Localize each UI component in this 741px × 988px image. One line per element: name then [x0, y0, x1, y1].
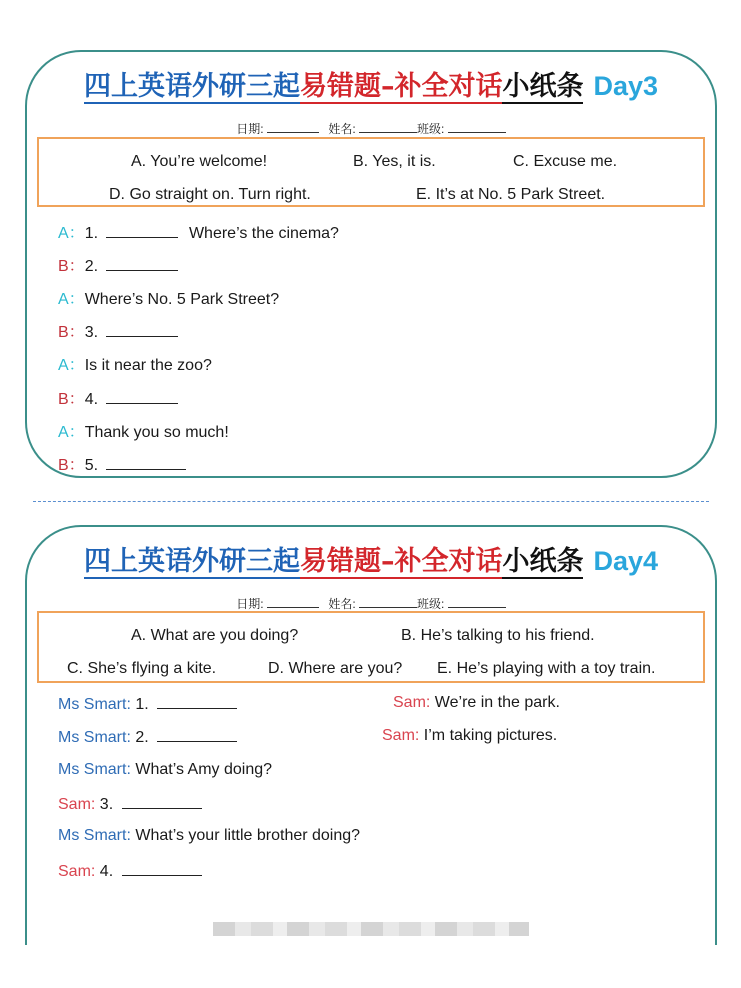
speaker-sam: Sam:	[58, 796, 96, 813]
speaker-b: B：	[58, 324, 85, 341]
line-text: Is it near the zoo?	[84, 357, 212, 374]
worksheet-day3	[25, 50, 717, 478]
option-c: C. She’s flying a kite.	[67, 660, 217, 677]
answer-blank-2[interactable]	[106, 256, 178, 271]
line-text-after: Where’s the cinema?	[188, 225, 339, 242]
options-box	[37, 137, 705, 207]
options-box	[37, 611, 705, 683]
class-label: 班级:	[417, 122, 445, 136]
speaker-a: A：	[58, 357, 85, 374]
blurred-watermark	[213, 922, 529, 936]
name-label: 姓名:	[328, 597, 356, 611]
answer-blank-4[interactable]	[122, 861, 202, 876]
name-blank[interactable]	[359, 121, 417, 133]
title-topic: 易错题–补全对话	[299, 71, 503, 102]
info-line	[27, 595, 715, 612]
answer-blank-4[interactable]	[106, 389, 178, 404]
dialogue-line	[58, 452, 186, 475]
option-e: E. He’s playing with a toy train.	[437, 660, 656, 677]
class-blank[interactable]	[448, 121, 506, 133]
speaker-ms-smart: Ms Smart:	[58, 827, 131, 844]
line-text: 3.	[99, 796, 114, 813]
speaker-sam: Sam:	[393, 694, 431, 711]
line-text: 2.	[84, 258, 99, 275]
answer-blank-2[interactable]	[157, 727, 237, 742]
class-blank[interactable]	[448, 596, 506, 608]
dialogue-line	[58, 727, 237, 747]
speaker-sam: Sam:	[58, 863, 96, 880]
line-text: 4.	[84, 391, 99, 408]
dialogue-line	[58, 861, 202, 881]
title-day: Day3	[593, 71, 659, 101]
dialogue-line	[58, 827, 360, 845]
speaker-a: A：	[58, 424, 85, 441]
line-text: What’s Amy doing?	[135, 761, 273, 778]
date-blank[interactable]	[267, 121, 319, 133]
title-topic: 易错题–补全对话	[299, 546, 503, 577]
speaker-b: B：	[58, 258, 85, 275]
class-label: 班级:	[417, 597, 445, 611]
line-text: 5.	[84, 457, 99, 474]
line-text: 3.	[84, 324, 99, 341]
dialogue-line	[393, 694, 560, 712]
cut-line-divider	[33, 501, 709, 502]
answer-blank-1[interactable]	[106, 223, 178, 238]
answer-blank-3[interactable]	[106, 322, 178, 337]
name-label: 姓名:	[328, 122, 356, 136]
dialogue-line	[58, 253, 178, 276]
option-d: D. Where are you?	[268, 660, 403, 677]
dialogue-line	[58, 286, 279, 309]
dialogue-line	[58, 352, 212, 375]
speaker-sam: Sam:	[382, 727, 420, 744]
option-d: D. Go straight on. Turn right.	[109, 186, 311, 203]
dialogue-line	[58, 220, 339, 243]
date-label: 日期:	[236, 122, 264, 136]
worksheet-title	[27, 64, 715, 103]
option-e: E. It’s at No. 5 Park Street.	[416, 186, 606, 203]
option-a: A. You’re welcome!	[131, 153, 268, 170]
name-blank[interactable]	[359, 596, 417, 608]
option-b: B. He’s talking to his friend.	[401, 627, 595, 644]
option-a: A. What are you doing?	[131, 627, 299, 644]
option-c: C. Excuse me.	[513, 153, 618, 170]
worksheet-title	[27, 539, 715, 578]
title-course: 四上英语外研三起	[83, 546, 300, 577]
line-text: 1.	[135, 696, 149, 713]
answer-blank-1[interactable]	[157, 694, 237, 709]
worksheet-day4	[25, 525, 717, 945]
date-label: 日期:	[236, 597, 264, 611]
line-text: Thank you so much!	[84, 424, 229, 441]
title-day: Day4	[593, 546, 659, 576]
option-b: B. Yes, it is.	[353, 153, 436, 170]
speaker-ms-smart: Ms Smart:	[58, 729, 131, 746]
line-text: 2.	[135, 729, 149, 746]
speaker-b: B：	[58, 457, 85, 474]
dialogue-line	[58, 694, 237, 714]
speaker-a: A：	[58, 291, 85, 308]
speaker-ms-smart: Ms Smart:	[58, 696, 131, 713]
line-text: We’re in the park.	[434, 694, 560, 711]
line-text: Where’s No. 5 Park Street?	[84, 291, 280, 308]
title-course: 四上英语外研三起	[83, 71, 300, 102]
info-line	[27, 120, 715, 137]
line-text: 4.	[99, 863, 114, 880]
dialogue-line	[58, 794, 202, 814]
dialogue-line	[58, 419, 229, 442]
speaker-ms-smart: Ms Smart:	[58, 761, 131, 778]
answer-blank-3[interactable]	[122, 794, 202, 809]
line-text: What’s your little brother doing?	[135, 827, 361, 844]
speaker-b: B：	[58, 391, 85, 408]
line-text: I’m taking pictures.	[423, 727, 558, 744]
line-text: 1.	[84, 225, 99, 242]
dialogue-line	[58, 319, 178, 342]
title-note: 小纸条	[502, 546, 584, 577]
title-note: 小纸条	[502, 71, 584, 102]
dialogue-line	[382, 727, 557, 745]
dialogue-line	[58, 386, 178, 409]
date-blank[interactable]	[267, 596, 319, 608]
answer-blank-5[interactable]	[106, 455, 186, 470]
speaker-a: A：	[58, 225, 85, 242]
dialogue-line	[58, 761, 272, 779]
